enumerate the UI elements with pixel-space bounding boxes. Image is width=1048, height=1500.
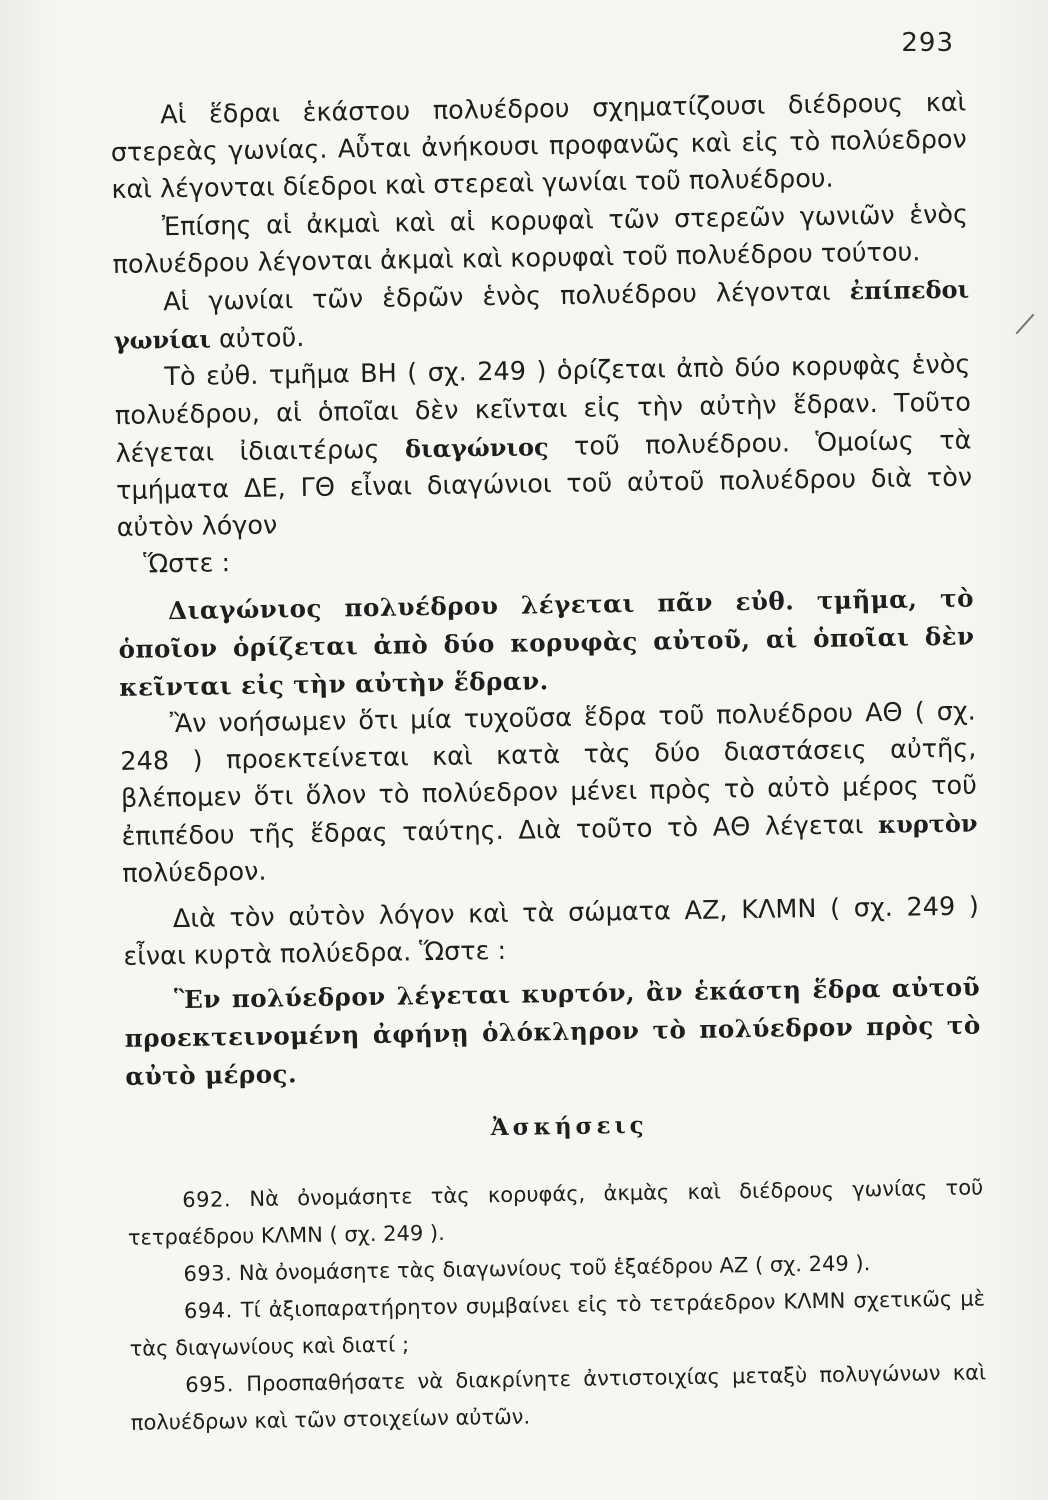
definition-diagonal: Διαγώνιος πολυέδρου λέγεται πᾶν εὐθ. τμῆμα, τὸ ὁποῖον ὁρίζεται ἀπὸ δύο κορυφὰς αὐτοῦ, αἱ ὁποῖαι δὲν κεῖνται εἰς τὴν αὐτὴν ἕδραν. [118,583,975,702]
paragraph-edges-vertices: Ἐπίσης αἱ ἀκμαὶ καὶ αἱ κορυφαὶ τῶν στερεῶν γωνιῶν ἑνὸς πολυέδρου λέγονται ἀκμαὶ καὶ κορυφαὶ τοῦ πολυέδρου τούτου. [112,199,969,280]
definition-convex: Ἓν πολύεδρον λέγεται κυρτόν, ἂν ἑκάστη ἕδρα αὐτοῦ προεκτεινομένη ἀφήνῃ ὁλόκληρον τὸ πολύεδρον πρὸς τὸ αὐτὸ μέρος. [124,972,981,1091]
text-run: πολύεδρον. [121,857,267,890]
text-run: Τὸ εὐθ. τμῆμα ΒΗ ( σχ. 249 ) ὁρίζεται ἀπὸ δύο κορυφὰς ἑνὸς πολυέδρου, αἱ ὁποῖαι δὲν κεῖνται εἰς τὴν αὐτὴν ἕδραν. Τοῦτο λέγεται ἰδιαιτέρως [114,349,972,469]
page-number: 293 [901,28,954,58]
paragraph-diagonal [114,347,973,547]
text-run: τοῦ πολυέδρου. Ὁμοίως τὰ τμήματα ΔΕ, ΓΘ εἶναι διαγώνιοι τοῦ αὐτοῦ πολυέδρου διὰ τὸν αὐτὸν λόγον [115,425,973,544]
term-convex: κυρτὸν [877,808,978,840]
exercise-item [127,1169,984,1256]
exercise-list [127,1169,987,1441]
exercise-number: 695. [185,1372,235,1398]
paragraph-faces-angles: Αἱ ἕδραι ἑκάστου πολυέδρου σχηματίζουσι διέδρους καὶ στερεὰς γωνίας. Αὗται ἀνήκουσι προφανῶς καὶ εἰς τὸ πολύεδρον καὶ λέγονται δίεδροι καὶ στερεαὶ γωνίαι τοῦ πολυέδρου. [110,87,967,206]
exercise-text: Νὰ ὀνομάσητε τὰς διαγωνίους τοῦ ἑξαέδρου ΑΖ ( σχ. 249 ). [238,1251,871,1286]
exercise-text: Προσπαθήσατε νὰ διακρίνητε ἀντιστοιχίας μεταξὺ πολυγώνων καὶ πολυέδρων καὶ τῶν στοιχείων αὐτῶν. [130,1360,987,1435]
exercise-item [130,1354,987,1441]
exercise-number: 692. [182,1187,232,1213]
margin-mark [1016,314,1035,335]
paragraph-convex-explanation [120,693,979,893]
term-diagonal: διαγώνιος [404,431,549,464]
paragraph-therefore-1: Ὥστε : [143,548,231,580]
exercise-text: Τί ἀξιοπαρατήρητον συμβαίνει εἰς τὸ τετράεδρον ΚΛΜΝ σχετικῶς μὲ τὰς διαγωνίους καὶ διατί ; [129,1286,986,1361]
exercise-number: 694. [183,1298,234,1324]
text-run: Ἂν νοήσωμεν ὅτι μία τυχοῦσα ἕδρα τοῦ πολυέδρου ΑΘ ( σχ. 248 ) προεκτείνεται καὶ κατὰ τὰς δύο διαστάσεις αὐτῆς, βλέπομεν ὅτι ὅλον τὸ πολύεδρον μένει πρὸς τὸ αὐτὸ μέρος τοῦ ἐπιπέδου τῆς ἕδρας ταύτης. Διὰ τοῦτο τὸ ΑΘ λέγεται [120,696,978,853]
exercises-heading: Ἀσκήσεις [490,1111,648,1142]
exercise-item [129,1280,986,1367]
exercise-number: 693. [183,1261,233,1287]
page-content [110,85,987,1442]
paragraph-plane-angles [113,271,970,361]
exercise-text: Νὰ ὀνομάσητε τὰς κορυφάς, ἀκμὰς καὶ διέδρους γωνίας τοῦ τετραέδρου ΚΛΜΝ ( σχ. 249 ). [127,1175,984,1250]
paragraph-convex-bodies: Διὰ τὸν αὐτὸν λόγον καὶ τὰ σώματα ΑΖ, ΚΛΜΝ ( σχ. 249 ) εἶναι κυρτὰ πολύεδρα. Ὥστε : [123,891,980,972]
text-run: Αἱ γωνίαι τῶν ἑδρῶν ἑνὸς πολυέδρου λέγονται [162,276,850,318]
term-plane-angles: ἐπίπεδοι γωνίαι [113,274,970,356]
text-run: αὐτοῦ. [210,323,305,355]
